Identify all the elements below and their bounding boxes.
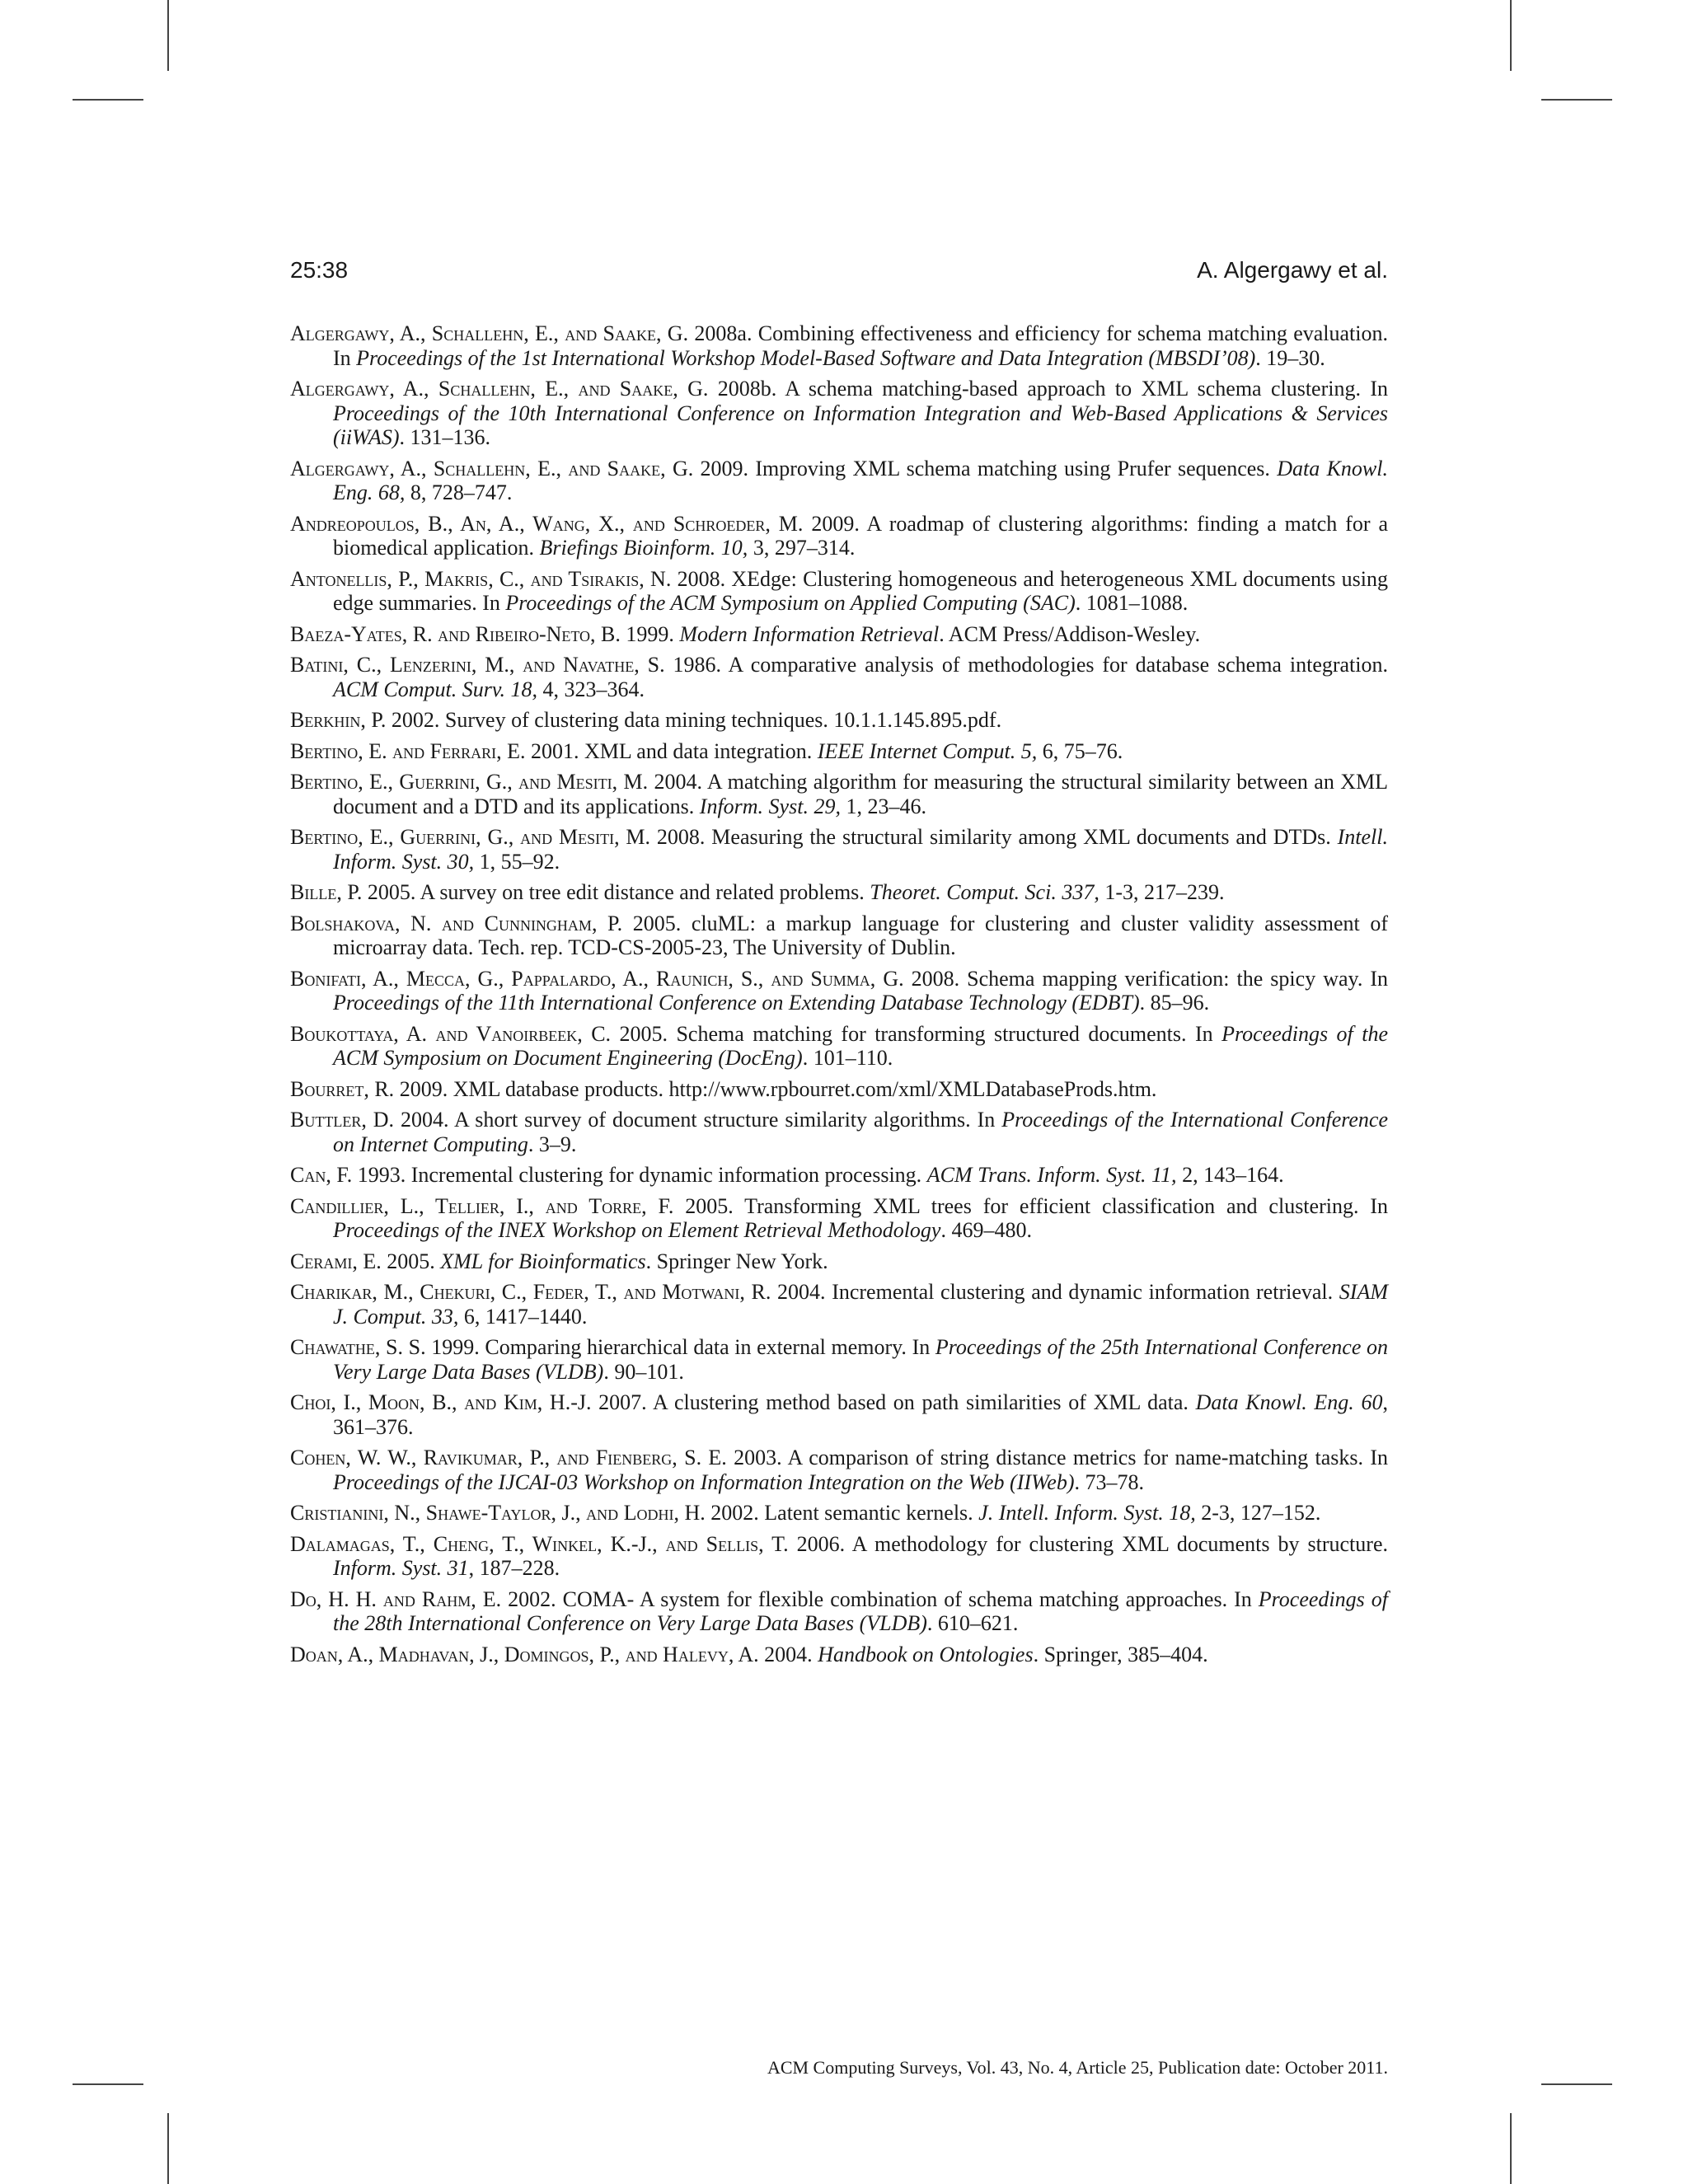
reference-entry <box>290 1022 1388 1071</box>
reference-venue: Intell. Inform. Syst. 30, <box>333 825 1388 874</box>
reference-entry <box>290 1077 1388 1102</box>
reference-entry <box>290 967 1388 1015</box>
reference-tail: 6, 1417–1440. <box>458 1304 588 1329</box>
reference-text: 2008. Schema mapping verification: the spicy way. In <box>903 966 1389 991</box>
reference-tail: , 187–228. <box>468 1556 560 1580</box>
reference-authors: Do, H. H. and Rahm, E. <box>290 1586 502 1611</box>
reference-venue: J. Intell. Inform. Syst. 18, <box>978 1501 1196 1525</box>
reference-text: 1999. Comparing hierarchical data in external memory. In <box>425 1335 935 1359</box>
reference-text: 2008a. Combining effectiveness and efficiency for schema matching evaluation. In <box>333 321 1388 370</box>
reference-text: 2006. A methodology for clustering XML documents by structure. <box>788 1531 1388 1556</box>
reference-authors: Choi, I., Moon, B., and Kim, H.-J. <box>290 1390 592 1414</box>
reference-venue: Proceedings of the 25th International Conference on Very Large Data Bases (VLDB) <box>333 1335 1388 1384</box>
journal-footer: ACM Computing Surveys, Vol. 43, No. 4, Article 25, Publication date: October 2011. <box>767 2057 1388 2078</box>
reference-entry <box>290 770 1388 818</box>
reference-tail: . 3–9. <box>528 1132 577 1156</box>
reference-text: 2004. A matching algorithm for measuring the structural similarity between an XML document and a DTD and its applications. <box>333 770 1388 818</box>
reference-entry <box>290 825 1388 874</box>
reference-venue: Proceedings of the ACM Symposium on Applied Computing (SAC) <box>505 591 1076 615</box>
reference-venue: Proceedings of the INEX Workshop on Element Retrieval Methodology <box>333 1218 941 1242</box>
reference-tail: . Springer New York. <box>645 1249 828 1273</box>
reference-venue: Inform. Syst. 31 <box>333 1556 469 1580</box>
reference-text: 2003. A comparison of string distance metrics for name-matching tasks. In <box>726 1446 1388 1469</box>
reference-entry <box>290 321 1388 370</box>
reference-authors: Chawathe, S. S. <box>290 1335 426 1359</box>
reference-authors: Cristianini, N., Shawe-Taylor, J., and Lodhi, H. <box>290 1501 706 1525</box>
reference-authors: Charikar, M., Chekuri, C., Feder, T., and Motwani, R. <box>290 1280 771 1304</box>
reference-entry <box>290 1280 1388 1329</box>
crop-mark-top-right-h <box>1541 99 1612 101</box>
reference-entry <box>290 512 1388 560</box>
reference-authors: Algergawy, A., Schallehn, E., and Saake, G. <box>290 321 689 345</box>
reference-tail: . 1081–1088. <box>1075 591 1189 615</box>
reference-venue: Proceedings of the ACM Symposium on Document Engineering (DocEng) <box>333 1021 1388 1070</box>
reference-venue: XML for Bioinformatics <box>440 1249 646 1273</box>
reference-entry <box>290 739 1388 764</box>
reference-entry <box>290 377 1388 450</box>
reference-entry <box>290 1390 1388 1439</box>
reference-text: 2008b. A schema matching-based approach to XML schema clustering. In <box>708 377 1388 401</box>
reference-tail: , 361–376. <box>333 1390 1388 1439</box>
reference-tail: . 469–480. <box>940 1218 1032 1242</box>
reference-text: 2005. Transforming XML trees for efficient classification and clustering. In <box>673 1193 1388 1218</box>
reference-authors: Batini, C., Lenzerini, M., and Navathe, S. <box>290 653 665 677</box>
reference-text: 2008. Measuring the structural similarity among XML documents and DTDs. <box>650 825 1338 849</box>
reference-text: 2004. Incremental clustering and dynamic information retrieval. <box>771 1280 1339 1304</box>
reference-text: 2002. Survey of clustering data mining techniques. 10.1.1.145.895.pdf. <box>386 708 1002 732</box>
reference-venue: Modern Information Retrieval <box>679 621 940 646</box>
reference-tail: . 610–621. <box>926 1611 1019 1635</box>
reference-text: 2005. cluML: a markup language for clustering and cluster validity assessment of microarray data. Tech. rep. TCD-CS-2005-23, The University of Dublin. <box>333 911 1388 959</box>
running-authors: A. Algergawy et al. <box>1197 257 1388 283</box>
reference-authors: Baeza-Yates, R. and Ribeiro-Neto, B. <box>290 621 621 646</box>
reference-text: 2008. XEdge: Clustering homogeneous and heterogeneous XML documents using edge summaries. In <box>333 566 1389 615</box>
crop-mark-top-right <box>1510 0 1512 71</box>
reference-text: 2002. Latent semantic kernels. <box>705 1501 979 1525</box>
reference-tail: . 19–30. <box>1255 345 1325 370</box>
reference-tail: 2, 143–164. <box>1176 1163 1284 1187</box>
reference-tail: 1, 23–46. <box>840 794 926 818</box>
reference-entry <box>290 880 1388 905</box>
reference-tail: . 90–101. <box>603 1359 684 1384</box>
reference-tail: 6, 75–76. <box>1037 738 1123 763</box>
reference-venue: Proceedings of the 1st International Workshop Model-Based Software and Data Integration (MBSDI’08) <box>356 345 1256 370</box>
reference-text: 1993. Incremental clustering for dynamic information processing. <box>352 1163 927 1187</box>
reference-authors: Cerami, E. <box>290 1249 382 1273</box>
reference-authors: Algergawy, A., Schallehn, E., and Saake, G. <box>290 456 694 480</box>
reference-list <box>290 321 1388 1673</box>
reference-authors: Bille, P. <box>290 880 363 904</box>
reference-authors: Buttler, D. <box>290 1108 395 1132</box>
reference-venue: Handbook on Ontologies <box>818 1642 1034 1666</box>
reference-text: 1986. A comparative analysis of methodologies for database schema integration. <box>664 653 1389 677</box>
reference-entry <box>290 1587 1388 1636</box>
reference-entry <box>290 622 1388 647</box>
reference-venue: Proceedings of the 10th International Conference on Information Integration and Web-Based Applications & Services (iiWAS) <box>333 401 1388 449</box>
reference-venue: Proceedings of the 28th International Conference on Very Large Data Bases (VLDB) <box>333 1586 1388 1635</box>
crop-mark-bottom-left <box>167 2113 169 2184</box>
reference-text: 2009. A roadmap of clustering algorithms: finding a match for a biomedical application. <box>333 511 1388 560</box>
reference-tail: 1, 55–92. <box>474 849 560 874</box>
reference-venue: Briefings Bioinform. 10, <box>539 536 748 560</box>
reference-authors: Cohen, W. W., Ravikumar, P., and Fienberg, S. E. <box>290 1446 727 1469</box>
reference-text: 2004. A short survey of document structure similarity algorithms. In <box>394 1108 1002 1132</box>
reference-text: 2005. A survey on tree edit distance and related problems. <box>362 880 870 904</box>
reference-authors: Bourret, R. <box>290 1076 395 1101</box>
reference-authors: Andreopoulos, B., An, A., Wang, X., and Schroeder, M. <box>290 511 804 536</box>
reference-venue: ACM Comput. Surv. 18, <box>333 677 537 701</box>
reference-tail: . 73–78. <box>1074 1469 1145 1494</box>
reference-authors: Algergawy, A., Schallehn, E., and Saake, G. <box>290 377 709 401</box>
reference-entry <box>290 1194 1388 1243</box>
reference-venue: Proceedings of the International Conference on Internet Computing <box>333 1108 1389 1156</box>
crop-mark-bottom-left-h <box>73 2083 143 2085</box>
reference-venue: Data Knowl. Eng. 60 <box>1195 1390 1383 1414</box>
reference-authors: Can, F. <box>290 1163 353 1187</box>
reference-entry <box>290 1163 1388 1188</box>
reference-tail: 8, 728–747. <box>405 480 513 504</box>
reference-entry <box>290 1501 1388 1526</box>
reference-venue: Proceedings of the IJCAI-03 Workshop on Information Integration on the Web (IIWeb) <box>333 1469 1075 1494</box>
reference-text: 2005. Schema matching for transforming structured documents. In <box>611 1021 1222 1046</box>
reference-tail: . 85–96. <box>1139 991 1210 1015</box>
reference-entry <box>290 1108 1388 1156</box>
reference-entry <box>290 1532 1388 1581</box>
reference-tail: 4, 323–364. <box>537 677 645 701</box>
reference-venue: SIAM J. Comput. 33, <box>333 1280 1388 1329</box>
reference-text: 2009. Improving XML schema matching using Prufer sequences. <box>693 456 1278 480</box>
reference-entry <box>290 1249 1388 1274</box>
reference-text: 2007. A clustering method based on path similarities of XML data. <box>591 1390 1196 1414</box>
reference-authors: Bolshakova, N. and Cunningham, P. <box>290 911 623 935</box>
reference-tail: 2-3, 127–152. <box>1195 1501 1321 1525</box>
reference-text: 2002. COMA- A system for flexible combination of schema matching approaches. In <box>501 1586 1259 1611</box>
crop-mark-top-left <box>167 0 169 71</box>
reference-text: 2005. <box>381 1249 441 1273</box>
reference-text: 2009. XML database products. http://www.rpbourret.com/xml/XMLDatabaseProds.htm. <box>394 1076 1157 1101</box>
reference-entry <box>290 1643 1388 1667</box>
reference-authors: Bonifati, A., Mecca, G., Pappalardo, A., Raunich, S., and Summa, G. <box>290 966 904 991</box>
reference-authors: Bertino, E., Guerrini, G., and Mesiti, M. <box>290 825 651 849</box>
reference-venue: Inform. Syst. 29, <box>699 794 841 818</box>
reference-entry <box>290 912 1388 960</box>
reference-entry <box>290 1446 1388 1494</box>
crop-mark-top-left-h <box>73 99 143 101</box>
reference-venue: ACM Trans. Inform. Syst. 11, <box>926 1163 1177 1187</box>
crop-mark-bottom-right-h <box>1541 2083 1612 2085</box>
reference-entry <box>290 708 1388 733</box>
page-number: 25:38 <box>290 257 349 283</box>
reference-authors: Boukottaya, A. and Vanoirbeek, C. <box>290 1021 612 1046</box>
reference-venue: IEEE Internet Comput. 5, <box>817 738 1038 763</box>
reference-entry <box>290 567 1388 616</box>
reference-tail: . ACM Press/Addison-Wesley. <box>939 621 1201 646</box>
reference-venue: Data Knowl. Eng. 68, <box>333 456 1388 504</box>
reference-authors: Bertino, E. and Ferrari, E. <box>290 738 526 763</box>
reference-venue: Theoret. Comput. Sci. 337, <box>870 880 1100 904</box>
reference-tail: 3, 297–314. <box>748 536 856 560</box>
reference-authors: Candillier, L., Tellier, I., and Torre, F. <box>290 1193 674 1218</box>
reference-authors: Antonellis, P., Makris, C., and Tsirakis, N. <box>290 566 672 591</box>
reference-tail: . Springer, 385–404. <box>1033 1642 1208 1666</box>
reference-tail: . 101–110. <box>802 1046 893 1070</box>
reference-tail: . 131–136. <box>399 425 490 449</box>
reference-text: 2001. XML and data integration. <box>525 738 818 763</box>
reference-authors: Dalamagas, T., Cheng, T., Winkel, K.-J., and Sellis, T. <box>290 1531 789 1556</box>
reference-text: 1999. <box>620 621 680 646</box>
reference-authors: Berkhin, P. <box>290 708 387 732</box>
reference-tail: 1-3, 217–239. <box>1099 880 1225 904</box>
running-header <box>290 257 1388 290</box>
reference-authors: Doan, A., Madhavan, J., Domingos, P., and Halevy, A. <box>290 1642 759 1666</box>
reference-entry <box>290 1335 1388 1384</box>
reference-authors: Bertino, E., Guerrini, G., and Mesiti, M. <box>290 770 649 794</box>
reference-text: 2004. <box>758 1642 818 1666</box>
reference-venue: Proceedings of the 11th International Conference on Extending Database Technology (EDBT) <box>333 991 1140 1015</box>
reference-entry <box>290 457 1388 505</box>
reference-entry <box>290 653 1388 701</box>
crop-mark-bottom-right <box>1510 2113 1512 2184</box>
